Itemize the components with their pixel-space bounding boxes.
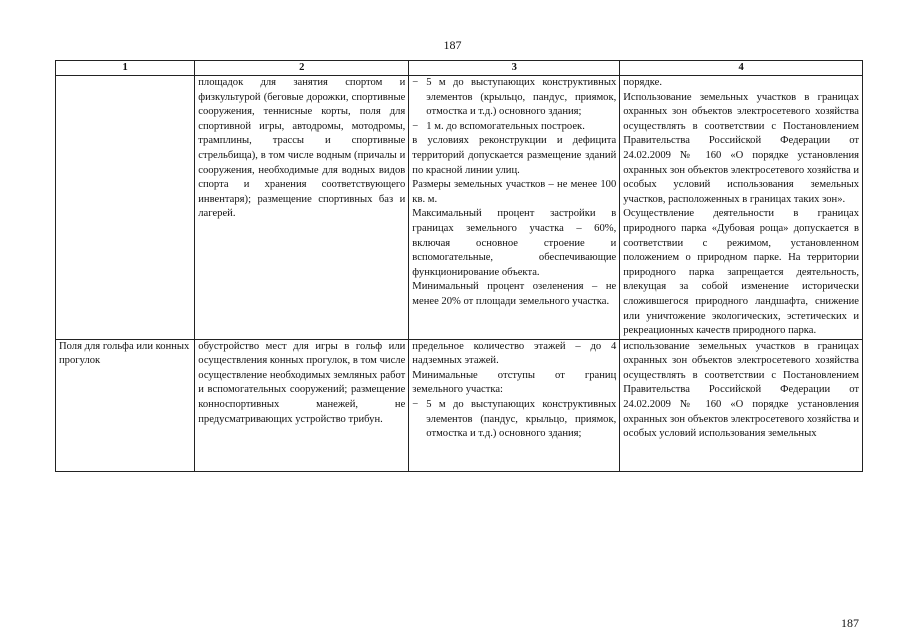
page-number-bottom: 187 [841, 616, 859, 630]
row2-param-floors: предельное количество этажей – до 4 надземных этажей. [412, 340, 617, 367]
row1-parameters [409, 76, 620, 340]
column-header-3: 3 [409, 61, 620, 76]
table-header-row [56, 61, 863, 76]
row1-param-max-coverage: Максимальный процент застройки в границах земельного участка – 60%, включая основное строение и вспомогательные, обеспечивающие функционирование объекта. [412, 208, 617, 278]
row1-param-min-greenery: Минимальный процент озеленения – не менее 20% от площади земельного участка. [412, 281, 617, 307]
row1-restrictions [620, 76, 863, 340]
row1-restriction-3: Осуществление деятельности в границах природного парка «Дубовая роща» допускается в соответствии с режимом, установленном положением о природном парке. На территории природного парка запрещается деятельность, влекущая за собой изменение исторически сложившегося природного ландшафта, снижение или уничтожение экологических, эстетических и рекреационных качеств природного парка. [623, 208, 859, 337]
row2-param-setbacks: Минимальные отступы от границ земельного участка: [412, 369, 617, 396]
row1-setback-item-1: − 5 м до выступающих конструктивных элементов (крыльцо, пандус, приямок, отмостка и т.д.) основного здания; [412, 76, 616, 120]
row2-setback-item-1: − 5 м до выступающих конструктивных элементов (пандус, крыльцо, приямок, отмостка и т.д.) основного здания; [412, 398, 616, 442]
row1-param-reconstruction: в условиях реконструкции и дефицита территорий допускается размещение зданий по красной линии улиц. [412, 135, 617, 176]
row1-use-name [56, 76, 195, 340]
row1-setback-item-2: − 1 м. до вспомогательных построек. [412, 120, 616, 135]
row2-restrictions: использование земельных участков в границах охранных зон объектов электросетевого хозяйства осуществлять в соответствии с Постановлением Правительства Российской Федерации от 24.02.2009 № 160 «О порядке установления охранных зон объектов электросетевого хозяйства и особых условий использования земельных [620, 339, 863, 471]
table-row [56, 76, 863, 340]
row1-restriction-1: порядке. [623, 77, 663, 88]
row2-parameters [409, 339, 620, 471]
column-header-4: 4 [620, 61, 863, 76]
row1-param-plot-size: Размеры земельных участков – не менее 100 кв. м. [412, 179, 617, 205]
row1-use-description: площадок для занятия спортом и физкультурой (беговые дорожки, спортивные сооружения, теннисные корты, поля для спортивной игры, автодромы, мотодромы, трамплины, трассы и спортивные стрельбища), в том числе водным (причалы и сооружения, необходимые для водных видов спорта и хранения соответствующего инвентаря); размещение спортивных баз и лагерей. [195, 76, 409, 340]
column-header-1: 1 [56, 61, 195, 76]
row2-use-description: обустройство мест для игры в гольф или осуществления конных прогулок, в том числе осуществление необходимых земляных работ и вспомогательных сооружений; размещение конноспортивных манежей, не предусматривающих устройство трибун. [195, 339, 409, 471]
row1-restriction-2: Использование земельных участков в границах охранных зон объектов электросетевого хозяйства осуществлять в соответствии с Постановлением Правительства Российской Федерации от 24.02.2009 № 160 «О порядке установления охранных зон объектов электросетевого хозяйства и особых условий использования земельных участков, расположенных в границах таких зон». [623, 91, 859, 205]
column-header-2: 2 [195, 61, 409, 76]
page-number-top: 187 [443, 38, 462, 52]
table-row [56, 339, 863, 471]
row2-use-name: Поля для гольфа или конных прогулок [56, 339, 195, 471]
regulations-table [55, 60, 863, 472]
